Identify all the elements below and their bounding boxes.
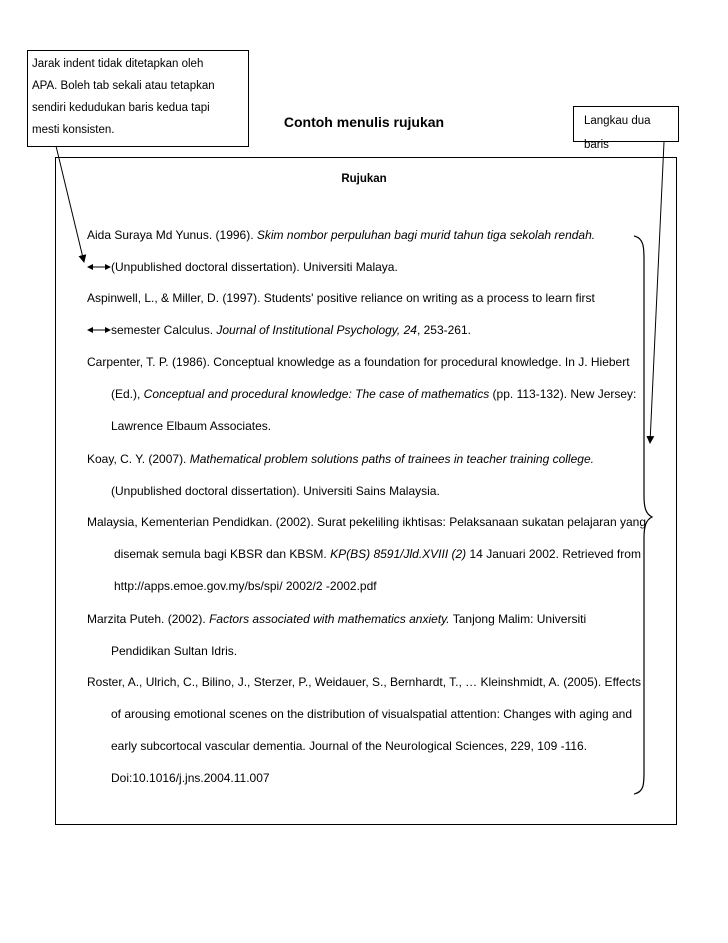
- ref-italic-title: Mathematical problem solutions paths of trainees in teacher training college.: [189, 452, 594, 466]
- ref-text: , 253-261.: [416, 323, 471, 337]
- indent-double-arrow-icon: [87, 264, 111, 270]
- ref-italic-title: KP(BS) 8591/Jld.XVIII (2): [330, 547, 467, 561]
- ref-text: Lawrence Elbaum Associates.: [111, 419, 272, 433]
- ref-text: (Unpublished doctoral dissertation). Universiti Malaya.: [111, 260, 398, 274]
- ref-text: early subcortocal vascular dementia. Journal of the Neurological Sciences, 229, 109 -116.: [111, 739, 588, 753]
- indent-double-arrow-icon: [87, 327, 111, 333]
- ref-text: of arousing emotional scenes on the distribution of visualspatial attention: Changes with aging and: [111, 707, 632, 721]
- ref-text: Koay, C. Y. (2007).: [87, 452, 190, 466]
- ref-text: disemak semula bagi KBSR dan KBSM.: [114, 547, 331, 561]
- references-heading: Rujukan: [341, 173, 387, 185]
- ref-text: Aspinwell, L., & Miller, D. (1997). Students' positive reliance on writing as a process to learn first: [87, 291, 595, 305]
- ref-text: 14 Januari 2002. Retrieved from: [466, 547, 641, 561]
- ref-text: Roster, A., Ulrich, C., Bilino, J., Sterzer, P., Weidauer, S., Bernhardt, T., … Kleinshmidt, A. (2005). Effects: [87, 675, 642, 689]
- indent-note-line: Jarak indent tidak ditetapkan oleh: [32, 58, 204, 70]
- ref-text: Marzita Puteh. (2002).: [87, 612, 210, 626]
- indent-note-line: sendiri kedudukan baris kedua tapi: [32, 102, 210, 114]
- indent-note-line: mesti konsisten.: [32, 124, 115, 136]
- line-spacing-note-text: Langkau dua baris: [584, 115, 651, 151]
- ref-text: Malaysia, Kementerian Pendidkan. (2002). Surat pekeliling ikhtisas: Pelaksanaan sukatan pelajaran yang: [87, 515, 647, 529]
- page-title-text: Contoh menulis rujukan: [283, 114, 445, 130]
- ref-italic-title: Journal of Institutional Psychology, 24: [216, 323, 417, 337]
- ref-text: Pendidikan Sultan Idris.: [111, 644, 238, 658]
- ref-text: Carpenter, T. P. (1986). Conceptual knowledge as a foundation for procedural knowledge. In J. Hiebert: [87, 355, 630, 369]
- indent-note-line: APA. Boleh tab sekali atau tetapkan: [32, 80, 215, 92]
- ref-text: (pp. 113-132). New Jersey:: [489, 387, 637, 401]
- ref-italic-title: Factors associated with mathematics anxiety.: [209, 612, 450, 626]
- spacing-pointer-arrow: [650, 142, 664, 443]
- ref-text: (Unpublished doctoral dissertation). Universiti Sains Malaysia.: [111, 484, 440, 498]
- ref-italic-title: Conceptual and procedural knowledge: The case of mathematics: [143, 387, 490, 401]
- ref-text: Tanjong Malim: Universiti: [449, 612, 587, 626]
- ref-text: Doi:10.1016/j.jns.2004.11.007: [111, 771, 270, 785]
- ref-italic-title: Skim nombor perpuluhan bagi murid tahun tiga sekolah rendah.: [256, 228, 596, 242]
- ref-url: http://apps.emoe.gov.my/bs/spi/ 2002/2 -2002.pdf: [114, 579, 377, 593]
- right-curly-brace: [634, 236, 652, 794]
- indent-pointer-arrow: [56, 146, 84, 262]
- ref-text: Aida Suraya Md Yunus. (1996).: [87, 228, 257, 242]
- ref-text: (Ed.),: [111, 387, 144, 401]
- ref-text: semester Calculus.: [111, 323, 217, 337]
